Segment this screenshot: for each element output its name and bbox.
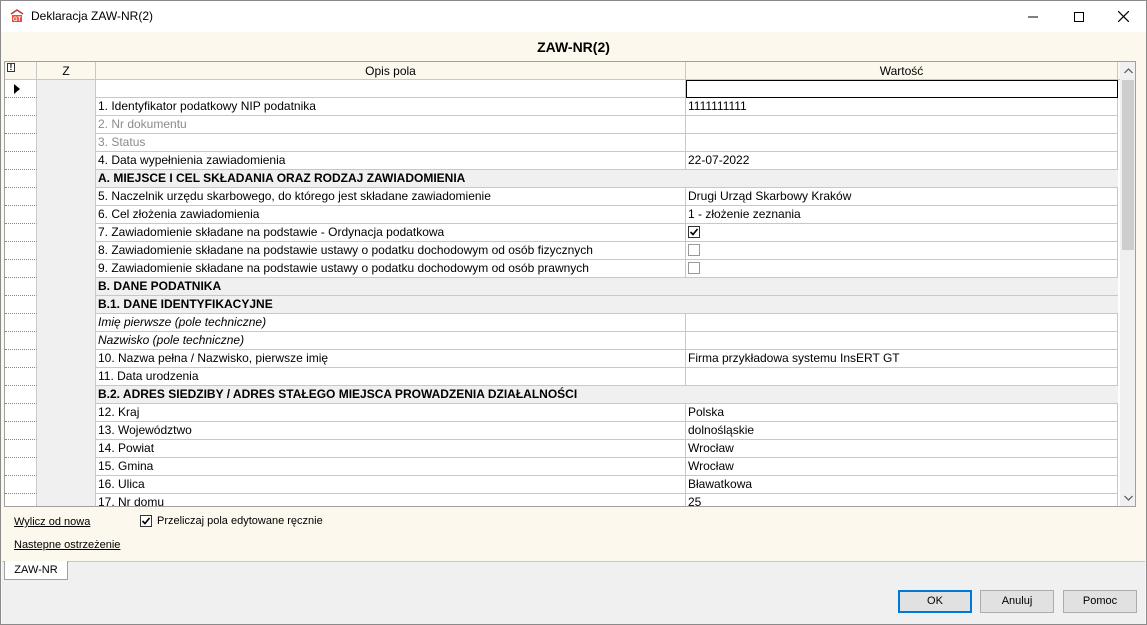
- section-row[interactable]: [5, 296, 1120, 314]
- minimize-button[interactable]: [1010, 1, 1056, 32]
- field-description: B. DANE PODATNIKA: [96, 278, 1118, 296]
- maximize-icon: [1074, 12, 1084, 22]
- row-indicator[interactable]: [5, 170, 37, 188]
- field-value[interactable]: 1111111111: [686, 98, 1118, 116]
- svg-text:GT: GT: [12, 17, 22, 23]
- chevron-up-icon: [1124, 68, 1133, 74]
- z-cell: [37, 116, 96, 134]
- field-description: A. MIEJSCE I CEL SKŁADANIA ORAZ RODZAJ ZAWIADOMIENIA: [96, 170, 1118, 188]
- field-description: 7. Zawiadomienie składane na podstawie - Ordynacja podatkowa: [96, 224, 686, 242]
- declaration-grid: [4, 61, 1136, 507]
- table-row[interactable]: [5, 494, 1120, 507]
- field-value[interactable]: [686, 134, 1118, 152]
- row-indicator[interactable]: [5, 350, 37, 368]
- field-description: 4. Data wypełnienia zawiadomienia: [96, 152, 686, 170]
- z-cell: [37, 422, 96, 440]
- scroll-down-button[interactable]: [1120, 489, 1136, 506]
- z-cell: [37, 224, 96, 242]
- checkmark-icon: [689, 227, 699, 237]
- actions-area: [2, 507, 1145, 562]
- field-description: 1. Identyfikator podatkowy NIP podatnika: [96, 98, 686, 116]
- table-row[interactable]: [5, 476, 1120, 494]
- table-row[interactable]: [5, 80, 1120, 98]
- table-row[interactable]: [5, 314, 1120, 332]
- field-value[interactable]: Firma przykładowa systemu InsERT GT: [686, 350, 1118, 368]
- recalc-edited-label: Przeliczaj pola edytowane ręcznie: [157, 515, 323, 527]
- z-cell: [37, 350, 96, 368]
- z-cell: [37, 332, 96, 350]
- field-value[interactable]: 1 - złożenie zeznania: [686, 206, 1118, 224]
- table-row[interactable]: [5, 350, 1120, 368]
- value-checkbox[interactable]: [688, 244, 700, 256]
- z-cell: [37, 242, 96, 260]
- row-indicator[interactable]: [5, 152, 37, 170]
- field-description: 14. Powiat: [96, 440, 686, 458]
- z-cell: [37, 152, 96, 170]
- row-indicator[interactable]: [5, 296, 37, 314]
- table-row[interactable]: [5, 98, 1120, 116]
- field-value[interactable]: 25: [686, 494, 1118, 507]
- column-header-warn[interactable]: [5, 62, 37, 80]
- section-row[interactable]: [5, 170, 1120, 188]
- z-cell: [37, 170, 96, 188]
- field-value[interactable]: [686, 332, 1118, 350]
- close-icon: [1118, 11, 1129, 22]
- form-title: ZAW-NR(2): [2, 32, 1145, 60]
- field-value[interactable]: [686, 260, 1118, 278]
- field-description: 12. Kraj: [96, 404, 686, 422]
- field-description: 10. Nazwa pełna / Nazwisko, pierwsze imię: [96, 350, 686, 368]
- row-indicator[interactable]: [5, 386, 37, 404]
- table-row[interactable]: [5, 134, 1120, 152]
- table-row[interactable]: [5, 440, 1120, 458]
- column-header-opis[interactable]: Opis pola: [96, 62, 686, 80]
- table-row[interactable]: [5, 368, 1120, 386]
- field-description: Nazwisko (pole techniczne): [96, 332, 686, 350]
- z-cell: [37, 98, 96, 116]
- field-value[interactable]: Polska: [686, 404, 1118, 422]
- field-description: 16. Ulica: [96, 476, 686, 494]
- z-cell: [37, 314, 96, 332]
- recalc-edited-checkbox[interactable]: [140, 515, 152, 527]
- table-row[interactable]: [5, 404, 1120, 422]
- z-cell: [37, 386, 96, 404]
- close-button[interactable]: [1100, 1, 1146, 32]
- row-indicator[interactable]: [5, 476, 37, 494]
- table-row[interactable]: [5, 332, 1120, 350]
- field-value[interactable]: [686, 314, 1118, 332]
- row-indicator[interactable]: [5, 206, 37, 224]
- field-value[interactable]: Wrocław: [686, 458, 1118, 476]
- z-cell: [37, 134, 96, 152]
- z-cell: [37, 476, 96, 494]
- maximize-button[interactable]: [1056, 1, 1102, 32]
- row-indicator[interactable]: [5, 260, 37, 278]
- field-value[interactable]: Wrocław: [686, 440, 1118, 458]
- z-cell: [37, 80, 96, 98]
- field-description: 5. Naczelnik urzędu skarbowego, do którego jest składane zawiadomienie: [96, 188, 686, 206]
- z-cell: [37, 206, 96, 224]
- minimize-icon: [1028, 12, 1038, 22]
- field-description: 6. Cel złożenia zawiadomienia: [96, 206, 686, 224]
- value-checkbox[interactable]: [688, 226, 700, 238]
- next-warning-link[interactable]: Nastepne ostrzeżenie: [14, 539, 121, 551]
- table-row[interactable]: [5, 152, 1120, 170]
- field-description: 17. Nr domu: [96, 494, 686, 507]
- table-row[interactable]: [5, 260, 1120, 278]
- title-bar[interactable]: [1, 1, 1146, 32]
- table-row[interactable]: [5, 242, 1120, 260]
- table-row[interactable]: [5, 458, 1120, 476]
- field-description: B.1. DANE IDENTYFIKACYJNE: [96, 296, 1118, 314]
- dialog-footer: [2, 581, 1145, 624]
- table-row[interactable]: [5, 188, 1120, 206]
- scroll-thumb[interactable]: [1122, 80, 1134, 250]
- current-row-arrow-icon: [14, 84, 20, 94]
- field-description: [96, 80, 686, 98]
- z-cell: [37, 494, 96, 507]
- field-description: 15. Gmina: [96, 458, 686, 476]
- checkmark-icon: [141, 516, 151, 526]
- help-button[interactable]: Pomoc: [1063, 590, 1137, 613]
- row-indicator[interactable]: [5, 224, 37, 242]
- field-description: 3. Status: [96, 134, 686, 152]
- field-value[interactable]: [686, 116, 1118, 134]
- cancel-button[interactable]: Anuluj: [980, 590, 1054, 613]
- field-value[interactable]: 22-07-2022: [686, 152, 1118, 170]
- row-indicator[interactable]: [5, 404, 37, 422]
- field-description: 2. Nr dokumentu: [96, 116, 686, 134]
- row-indicator[interactable]: [5, 116, 37, 134]
- chevron-down-icon: [1124, 495, 1133, 501]
- row-indicator[interactable]: [5, 368, 37, 386]
- row-indicator[interactable]: [5, 80, 37, 98]
- tab-bar: [2, 561, 1145, 581]
- row-indicator[interactable]: [5, 332, 37, 350]
- field-description: 8. Zawiadomienie składane na podstawie ustawy o podatku dochodowym od osób fizycznych: [96, 242, 686, 260]
- row-indicator[interactable]: [5, 98, 37, 116]
- ok-button[interactable]: OK: [898, 590, 972, 613]
- field-value[interactable]: Bławatkowa: [686, 476, 1118, 494]
- z-cell: [37, 458, 96, 476]
- field-description: B.2. ADRES SIEDZIBY / ADRES STAŁEGO MIEJSCA PROWADZENIA DZIAŁALNOŚCI: [96, 386, 1118, 404]
- vertical-scrollbar[interactable]: [1120, 62, 1136, 506]
- z-cell: [37, 368, 96, 386]
- field-description: 13. Województwo: [96, 422, 686, 440]
- recalculate-link[interactable]: Wylicz od nowa: [14, 516, 91, 528]
- section-row[interactable]: [5, 386, 1120, 404]
- field-value[interactable]: [686, 224, 1118, 242]
- field-value[interactable]: dolnośląskie: [686, 422, 1118, 440]
- row-indicator[interactable]: [5, 422, 37, 440]
- grid-header: [5, 62, 1120, 80]
- app-logo-icon: [10, 9, 24, 23]
- field-value[interactable]: [686, 80, 1118, 98]
- row-indicator[interactable]: [5, 188, 37, 206]
- field-description: 11. Data urodzenia: [96, 368, 686, 386]
- z-cell: [37, 296, 96, 314]
- z-cell: [37, 260, 96, 278]
- section-row[interactable]: [5, 278, 1120, 296]
- row-indicator[interactable]: [5, 440, 37, 458]
- field-value[interactable]: [686, 368, 1118, 386]
- z-cell: [37, 278, 96, 296]
- field-description: 9. Zawiadomienie składane na podstawie ustawy o podatku dochodowym od osób prawnych: [96, 260, 686, 278]
- table-row[interactable]: [5, 116, 1120, 134]
- row-indicator[interactable]: [5, 278, 37, 296]
- field-description: Imię pierwsze (pole techniczne): [96, 314, 686, 332]
- row-indicator[interactable]: [5, 314, 37, 332]
- tab-zaw-nr[interactable]: ZAW-NR: [4, 561, 68, 580]
- table-row[interactable]: [5, 206, 1120, 224]
- table-row[interactable]: [5, 422, 1120, 440]
- row-indicator[interactable]: [5, 494, 37, 507]
- table-row[interactable]: [5, 224, 1120, 242]
- row-indicator[interactable]: [5, 134, 37, 152]
- z-cell: [37, 404, 96, 422]
- field-value[interactable]: Drugi Urząd Skarbowy Kraków: [686, 188, 1118, 206]
- window-title: Deklaracja ZAW-NR(2): [31, 9, 154, 23]
- scroll-up-button[interactable]: [1120, 62, 1136, 79]
- row-indicator[interactable]: [5, 242, 37, 260]
- warning-icon: !: [7, 63, 15, 72]
- z-cell: [37, 188, 96, 206]
- column-header-z[interactable]: Z: [37, 62, 96, 80]
- recalc-edited-option[interactable]: [140, 515, 323, 527]
- field-value[interactable]: [686, 242, 1118, 260]
- column-header-wartosc[interactable]: Wartość: [686, 62, 1118, 80]
- row-indicator[interactable]: [5, 458, 37, 476]
- value-checkbox[interactable]: [688, 262, 700, 274]
- z-cell: [37, 440, 96, 458]
